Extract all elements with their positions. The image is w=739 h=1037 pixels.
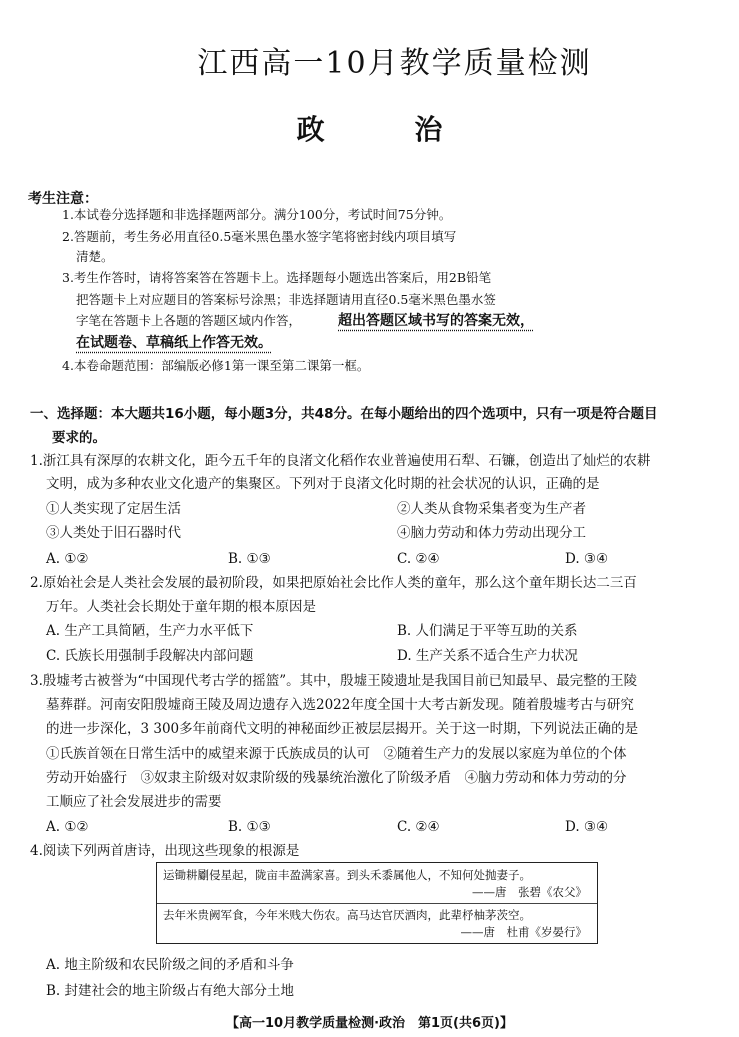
notice-emphasis: 在试题卷、草稿纸上作答无效。 bbox=[76, 335, 272, 351]
q3-option-a: A. ①② bbox=[46, 819, 89, 835]
poem-2: 去年米贵阙军食，今年米贱大伤农。高马达官厌酒肉，此辈杼柚茅茨空。 bbox=[163, 908, 531, 922]
poem-divider bbox=[157, 903, 597, 904]
q2-stem: 万年。人类社会长期处于童年期的根本原因是 bbox=[46, 599, 316, 615]
poem-1-source: ——唐 张碧《农父》 bbox=[472, 885, 587, 899]
q3-statement: ①氏族首领在日常生活中的威望来源于氏族成员的认可 ②随着生产力的发展以家庭为单位的个体 bbox=[46, 746, 627, 762]
q2-stem: 2.原始社会是人类社会发展的最初阶段，如果把原始社会比作人类的童年，那么这个童年期长达二三百 bbox=[30, 575, 637, 591]
q4-option-a: A. 地主阶级和农民阶级之间的矛盾和斗争 bbox=[46, 957, 294, 973]
q2-option-d: D. 生产关系不适合生产力状况 bbox=[397, 648, 578, 664]
q2-option-a: A. 生产工具简陋，生产力水平低下 bbox=[46, 623, 254, 639]
q1-statement: ②人类从食物采集者变为生产者 bbox=[397, 501, 586, 517]
notice-item: 3.考生作答时，请将答案答在答题卡上。选择题每小题选出答案后，用2B铅笔 bbox=[62, 270, 492, 285]
q3-option-c: C. ②④ bbox=[397, 819, 440, 835]
section-heading-cont: 要求的。 bbox=[52, 430, 106, 446]
notice-heading: 考生注意： bbox=[28, 191, 98, 207]
q1-option-c: C. ②④ bbox=[397, 551, 440, 567]
poem-2-source: ——唐 杜甫《岁晏行》 bbox=[460, 925, 587, 939]
notice-item: 2.答题前，考生务必用直径0.5毫米黑色墨水签字笔将密封线内项目填写 bbox=[62, 229, 457, 244]
subject-title: 政 治 bbox=[296, 113, 483, 146]
q1-statement: ④脑力劳动和体力劳动出现分工 bbox=[397, 525, 586, 541]
q2-option-b: B. 人们满足于平等互助的关系 bbox=[397, 623, 578, 639]
notice-item: 把答题卡上对应题目的答案标号涂黑；非选择题请用直径0.5毫米黑色墨水签 bbox=[76, 292, 496, 307]
q4-stem: 4.阅读下列两首唐诗，出现这些现象的根源是 bbox=[30, 843, 300, 859]
q1-stem: 1.浙江具有深厚的农耕文化，距今五千年的良渚文化稻作农业普遍使用石犁、石镰，创造出了灿烂的农耕 bbox=[30, 453, 651, 469]
q3-stem: 3.殷墟考古被誉为“中国现代考古学的摇篮”。其中，殷墟王陵遗址是我国目前已知最早、最完整的王陵 bbox=[30, 673, 638, 689]
page-footer: 【高一10月教学质量检测·政治 第1页(共6页)】 bbox=[225, 1016, 513, 1031]
q1-option-d: D. ③④ bbox=[565, 551, 609, 567]
q3-stem: 墓葬群。河南安阳殷墟商王陵及周边遗存入选2022年度全国十大考古新发现。随着殷墟考古与研究 bbox=[46, 697, 634, 713]
q3-statement: 劳动开始盛行 ③奴隶主阶级对奴隶阶级的残暴统治激化了阶级矛盾 ④脑力劳动和体力劳动的分 bbox=[46, 770, 627, 786]
q1-option-b: B. ①③ bbox=[228, 551, 271, 567]
notice-item: 清楚。 bbox=[76, 249, 114, 264]
q4-option-b: B. 封建社会的地主阶级占有绝大部分土地 bbox=[46, 983, 295, 999]
q1-statement: ①人类实现了定居生活 bbox=[46, 501, 181, 517]
notice-item: 1.本试卷分选择题和非选择题两部分。满分100分，考试时间75分钟。 bbox=[62, 207, 452, 222]
q1-statement: ③人类处于旧石器时代 bbox=[46, 525, 181, 541]
notice-emphasis: 超出答题区域书写的答案无效， bbox=[338, 313, 534, 329]
q2-option-c: C. 氏族长用强制手段解决内部问题 bbox=[46, 648, 254, 664]
notice-item: 4.本卷命题范围：部编版必修1第一课至第二课第一框。 bbox=[62, 358, 370, 373]
q1-option-a: A. ①② bbox=[46, 551, 89, 567]
q3-option-d: D. ③④ bbox=[565, 819, 609, 835]
notice-item: 字笔在答题卡上各题的答题区域内作答， bbox=[76, 313, 302, 328]
q3-stem: 的进一步深化，3 300多年前商代文明的神秘面纱正被层层揭开。关于这一时期，下列说法正确的是 bbox=[46, 721, 639, 737]
section-heading: 一、选择题：本大题共16小题，每小题3分，共48分。在每小题给出的四个选项中，只有一项是符合题目 bbox=[30, 406, 658, 422]
page-title: 江西高一10月教学质量检测 bbox=[197, 46, 592, 81]
q3-option-b: B. ①③ bbox=[228, 819, 271, 835]
q1-stem: 文明，成为多种农业文化遗产的集聚区。下列对于良渚文化时期的社会状况的认识，正确的是 bbox=[46, 476, 600, 492]
poem-1: 运锄耕劚侵星起，陇亩丰盈满家喜。到头禾黍属他人，不知何处抛妻子。 bbox=[163, 868, 531, 882]
q3-statement: 工顺应了社会发展进步的需要 bbox=[46, 794, 222, 810]
poem-box bbox=[156, 862, 598, 944]
